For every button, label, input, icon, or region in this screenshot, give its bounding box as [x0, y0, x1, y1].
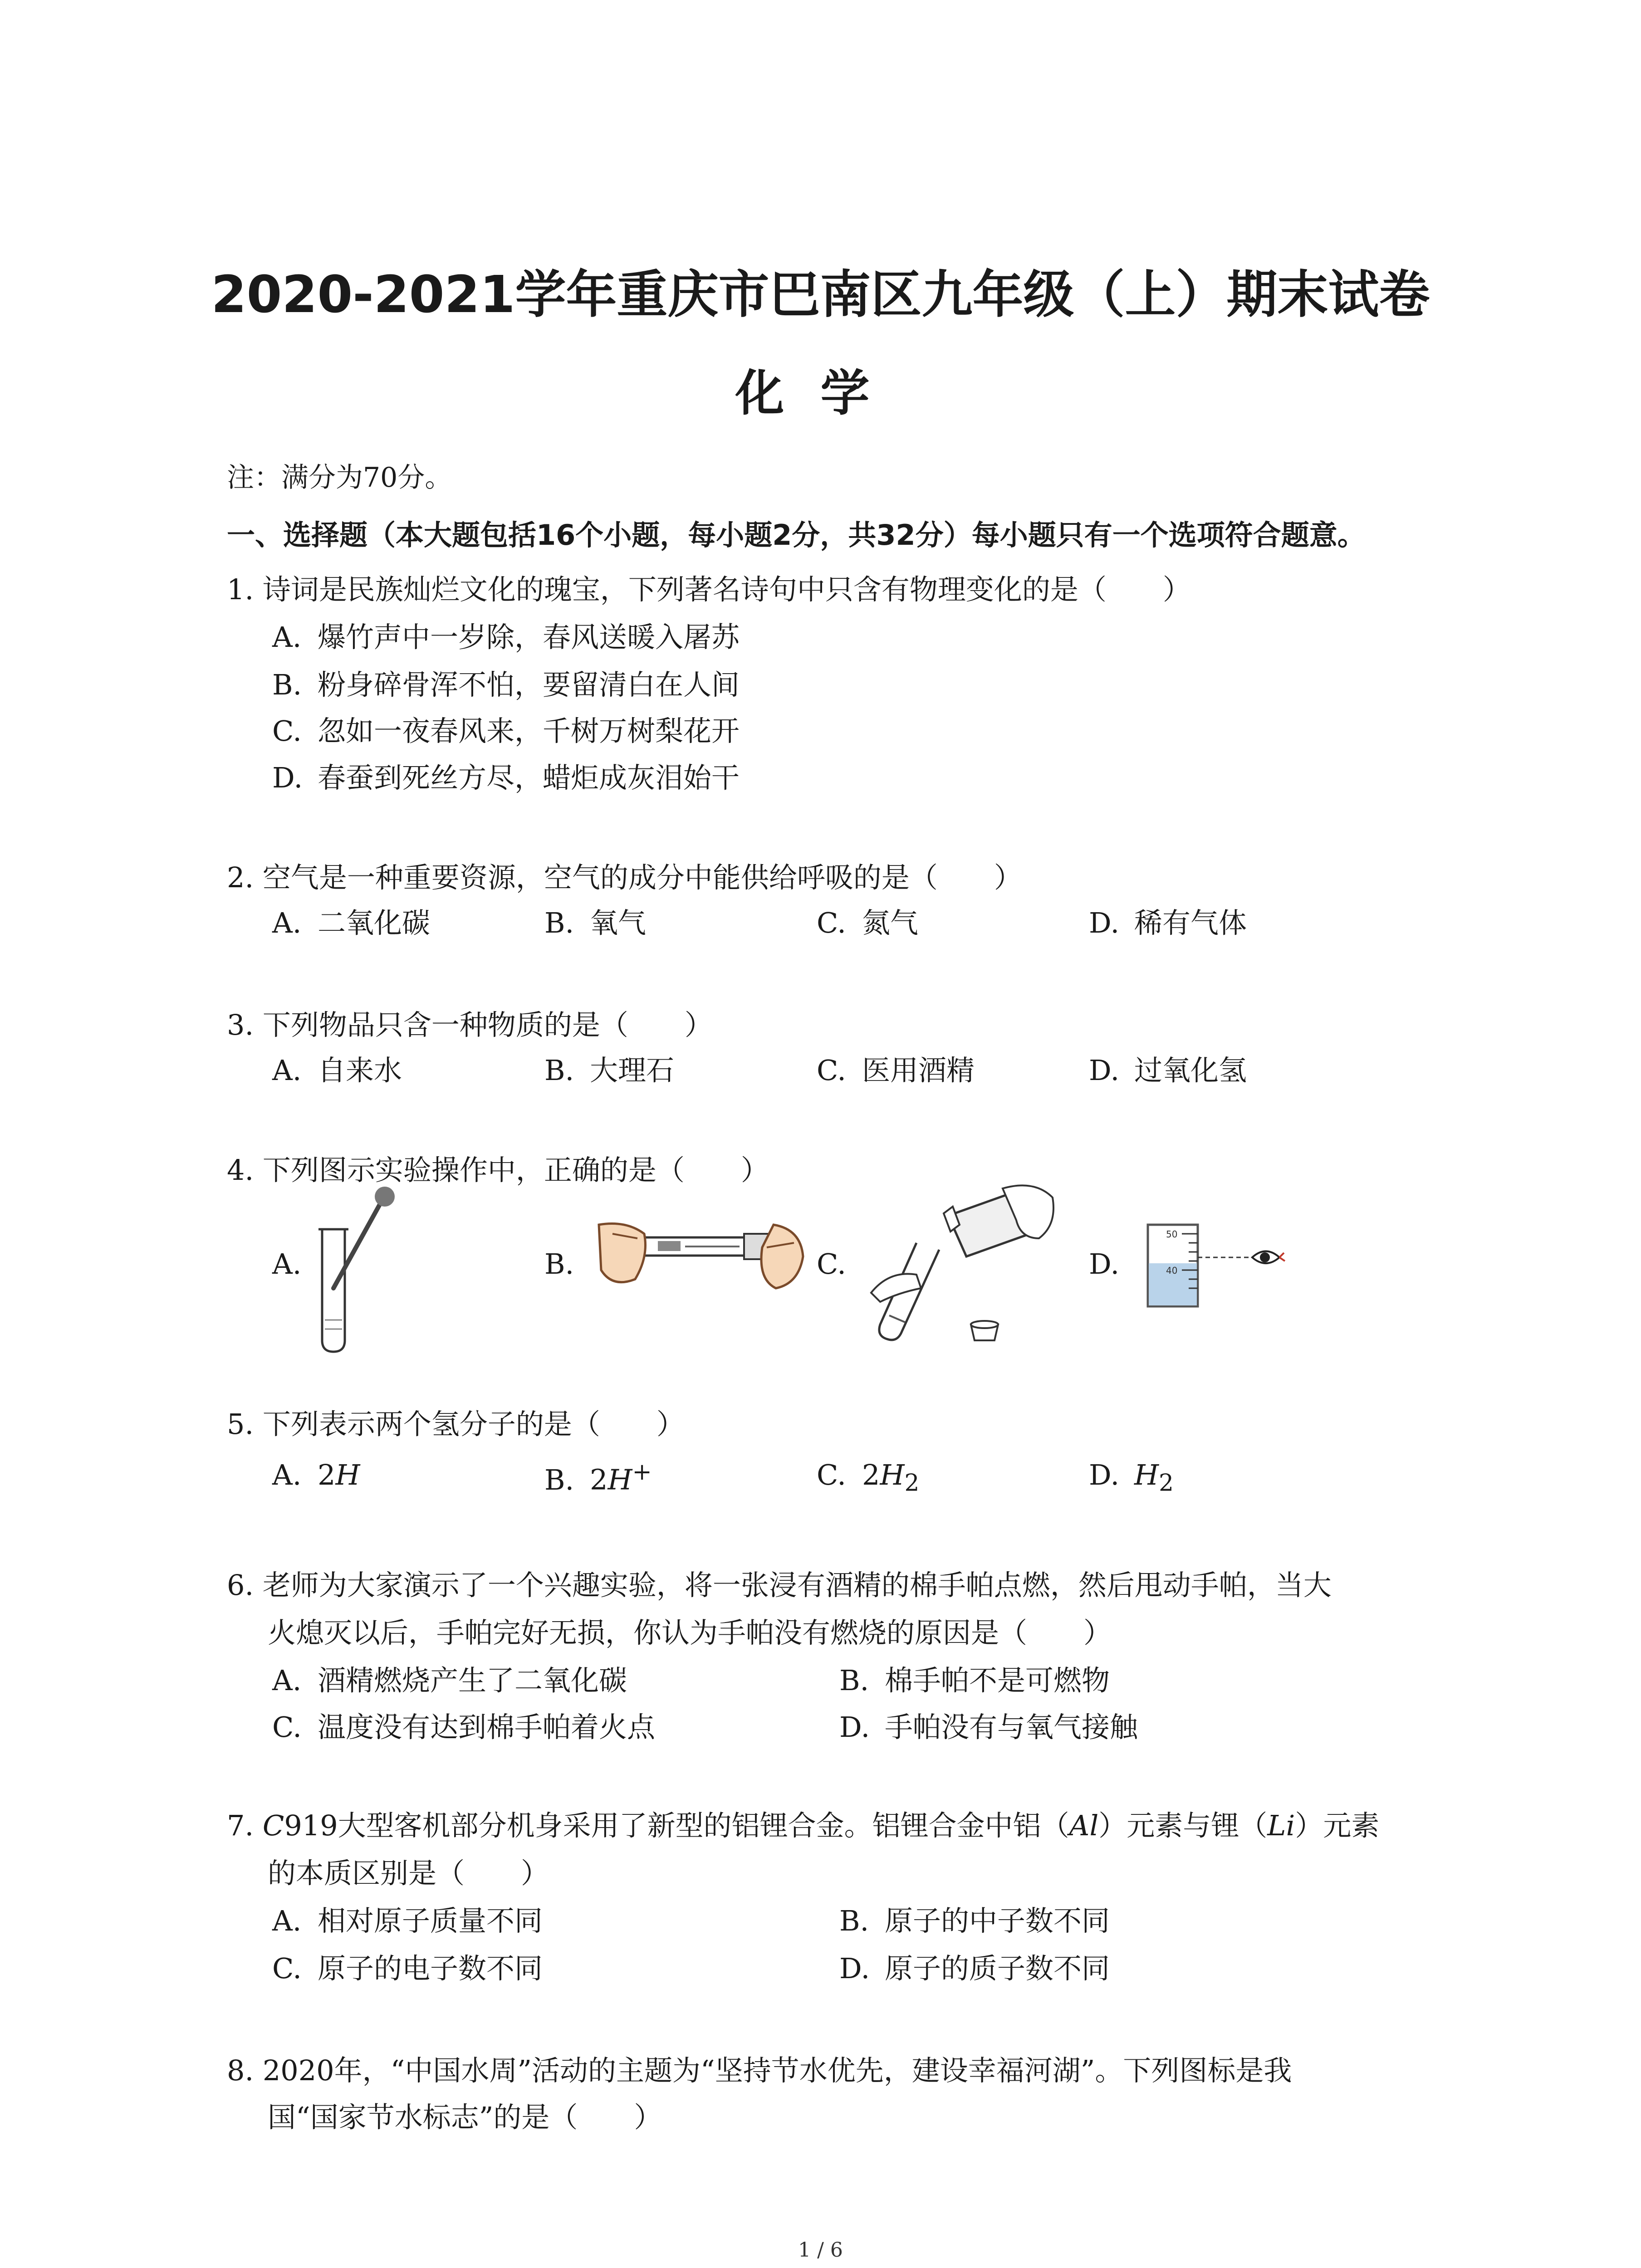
question-3-option-d[interactable]: D. 过氧化氢: [1089, 1054, 1247, 1087]
question-1-stem: 1. 诗词是民族灿烂文化的瑰宝，下列著名诗句中只含有物理变化的是（ ）: [227, 573, 1191, 606]
question-7-stem-line-1: 7. C919大型客机部分机身采用了新型的铝锂合金。铝锂合金中铝（Al）元素与锂（Li）元素: [227, 1809, 1380, 1842]
question-7-stem-line-2: 的本质区别是（ ）: [268, 1857, 549, 1890]
question-2-option-d[interactable]: D. 稀有气体: [1089, 906, 1247, 939]
question-4-option-a-label[interactable]: A.: [272, 1247, 302, 1281]
question-3-stem: 3. 下列物品只含一种物质的是（ ）: [227, 1008, 713, 1041]
question-3-option-a[interactable]: A. 自来水: [272, 1054, 402, 1087]
page-title: 2020-2021学年重庆市巴南区九年级（上）期末试卷: [211, 265, 1430, 324]
question-1-option-b[interactable]: B. 粉身碎骨浑不怕，要留清白在人间: [272, 668, 740, 701]
question-6-option-d[interactable]: D. 手帕没有与氧气接触: [839, 1711, 1138, 1744]
question-3-option-c[interactable]: C. 医用酒精: [817, 1054, 975, 1087]
cylinder-reading-figure: [1139, 1220, 1288, 1311]
hands-holding-tube-figure: [594, 1216, 808, 1302]
question-7-option-c[interactable]: C. 原子的电子数不同: [272, 1952, 543, 1985]
section-heading: 一、选择题（本大题包括16个小题，每小题2分，共32分）每小题只有一个选项符合题意。: [227, 518, 1366, 552]
page-subtitle: 化学: [735, 365, 906, 422]
question-2-option-a[interactable]: A. 二氧化碳: [272, 906, 431, 939]
scale-mark-40: 40: [1166, 1265, 1178, 1276]
question-6-option-b[interactable]: B. 棉手帕不是可燃物: [839, 1664, 1110, 1697]
question-7-option-a[interactable]: A. 相对原子质量不同: [272, 1904, 543, 1937]
question-5-option-a[interactable]: A. 2H: [272, 1458, 360, 1491]
scale-mark-50: 50: [1166, 1229, 1178, 1240]
question-4-option-c-label[interactable]: C.: [817, 1247, 846, 1281]
question-7-option-b[interactable]: B. 原子的中子数不同: [839, 1904, 1110, 1937]
question-2-option-b[interactable]: B. 氧气: [544, 906, 647, 939]
question-6-stem-line-1: 6. 老师为大家演示了一个兴趣实验，将一张浸有酒精的棉手帕点燃，然后甩动手帕，当大: [227, 1569, 1332, 1602]
question-4-option-b-label[interactable]: B.: [544, 1247, 574, 1281]
question-6-option-a[interactable]: A. 酒精燃烧产生了二氧化碳: [272, 1664, 627, 1697]
question-2-stem: 2. 空气是一种重要资源，空气的成分中能供给呼吸的是（ ）: [227, 861, 1022, 894]
score-note: 注：满分为70分。: [227, 462, 452, 494]
question-5-option-d[interactable]: D. $H_2$: [1089, 1458, 1174, 1497]
question-5-stem: 5. 下列表示两个氢分子的是（ ）: [227, 1408, 685, 1441]
dropper-into-tube-figure: [313, 1184, 404, 1356]
question-2-option-c[interactable]: C. 氮气: [817, 906, 919, 939]
question-4-option-d-label[interactable]: D.: [1089, 1247, 1120, 1281]
question-5-option-c[interactable]: C. $2H_2$: [817, 1458, 920, 1497]
question-7-option-d[interactable]: D. 原子的质子数不同: [839, 1952, 1110, 1985]
question-1-option-a[interactable]: A. 爆竹声中一岁除，春风送暖入屠苏: [272, 621, 740, 654]
question-6-option-c[interactable]: C. 温度没有达到棉手帕着火点: [272, 1711, 656, 1744]
question-5-option-b[interactable]: B. 2H+: [544, 1458, 652, 1496]
question-1-option-c[interactable]: C. 忽如一夜春风来，千树万树梨花开: [272, 714, 740, 748]
page-number: 1 / 6: [798, 2239, 843, 2262]
question-3-option-b[interactable]: B. 大理石: [544, 1054, 675, 1087]
pouring-liquid-figure: [862, 1179, 1062, 1347]
question-6-stem-line-2: 火熄灭以后，手帕完好无损，你认为手帕没有燃烧的原因是（ ）: [268, 1616, 1112, 1649]
question-8-stem-line-2: 国“国家节水标志”的是（ ）: [268, 2101, 662, 2134]
question-4-stem: 4. 下列图示实验操作中，正确的是（ ）: [227, 1154, 769, 1187]
question-8-stem-line-1: 8. 2020年，“中国水周”活动的主题为“坚持节水优先，建设幸福河湖”。下列图标是我: [227, 2054, 1292, 2087]
question-1-option-d[interactable]: D. 春蚕到死丝方尽，蜡炬成灰泪始干: [272, 761, 740, 794]
